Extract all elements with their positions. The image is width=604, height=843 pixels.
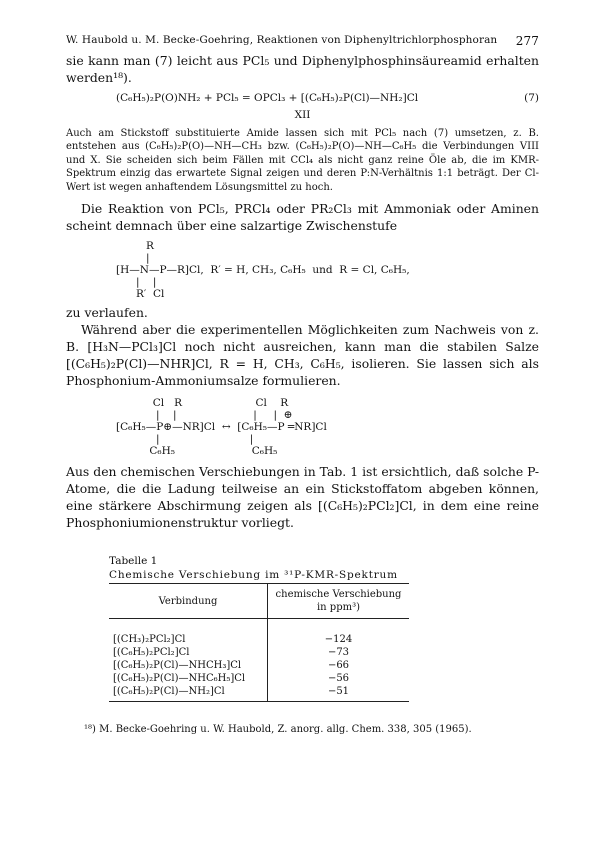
table-subtitle: Chemische Verschiebung im ³¹P-KMR-Spektrum xyxy=(109,569,398,582)
compound-cell: [(C₆H₅)₂P(Cl)—NHC₆H₅]Cl xyxy=(113,673,246,685)
table-row xyxy=(109,646,409,659)
footnote: ¹⁸) M. Becke-Goehring u. W. Haubold, Z. anorg. allg. Chem. 338, 305 (1965). xyxy=(84,724,472,736)
column-header-shift: chemische Verschiebung in ppm³) xyxy=(268,584,410,619)
equation-7 xyxy=(66,92,539,107)
header-title: Reaktionen von Diphenyltrichlorphosphoran xyxy=(256,34,498,46)
formula-line: R′ Cl xyxy=(116,288,165,301)
formula-line: [H—N—P—R]Cl, R′ = H, CH₃, C₆H₅ und R = Cl, C₆H₅, xyxy=(116,264,410,277)
structure-formula-1 xyxy=(116,240,539,300)
paragraph-4: Während aber die experimentellen Möglichkeiten zum Nachweis von z. B. [H₃N—PCl₃]Cl noch nicht ausreichen, kann man die stabilen Salze [(C₆H₅)₂P(Cl)—NHR]Cl, R = H, CH₃, C₆H₅, isolieren. Sie lassen sich als Phosphonium-Ammoniumsalze formulieren. xyxy=(66,322,539,389)
table-spacer-row xyxy=(109,619,409,634)
paragraph-2: Die Reaktion von PCl₅, PRCl₄ oder PR₂Cl₃ mit Ammoniak oder Aminen scheint demnach über eine salzartige Zwischenstufe xyxy=(66,201,539,234)
table-caption: Tabelle 1 xyxy=(109,555,158,568)
formula-line: | xyxy=(116,252,150,265)
shift-cell: −51 xyxy=(268,685,410,702)
equation-formula: (C₆H₅)₂P(O)NH₂ + PCl₅ = OPCl₃ + [(C₆H₅)₂P(Cl)—NH₂]Cl xyxy=(116,92,419,104)
table-row xyxy=(109,659,409,672)
small-paragraph: Auch am Stickstoff substituierte Amide lassen sich mit PCl₅ nach (7) umsetzen, z. B. entstehen aus (C₆H₅)₂P(O)—NH—CH₃ bzw. (C₆H₅)₂P(O)—NH—C₆H₅ die Verbindungen VIII und X. Sie scheiden sich beim Fällen mit CCl₄ als nicht ganz reine Öle ab, die im KMR-Spektrum einzig das erwartete Signal zeigen und deren P:N-Verhältnis 1:1 beträgt. Der Cl-Wert ist wegen anhaftendem Lösungsmittel zu hoch. xyxy=(66,128,539,193)
formula-line: | | xyxy=(116,433,254,446)
formula-line: C₆H₅ C₆H₅ xyxy=(116,445,278,458)
formula-line: | | xyxy=(116,276,157,289)
formula-line: | | | | ⊕ xyxy=(116,409,293,422)
formula-line: R xyxy=(116,240,154,253)
compound-cell: [(CH₃)₂PCl₂]Cl xyxy=(113,634,186,646)
shift-cell: −124 xyxy=(268,633,410,646)
paragraph-1: sie kann man (7) leicht aus PCl₅ und Diphenylphosphinsäureamid erhalten werden¹⁸). xyxy=(66,53,539,85)
running-header xyxy=(66,34,539,52)
page-number: 277 xyxy=(515,34,539,48)
page xyxy=(66,34,539,735)
table-row xyxy=(109,685,409,702)
equation-number: (7) xyxy=(524,92,539,104)
paragraph-3: zu verlaufen. xyxy=(66,305,148,321)
table-header-row xyxy=(109,584,409,619)
compound-cell: [(C₆H₅)₂P(Cl)—NHCH₃]Cl xyxy=(113,660,242,672)
paragraph-5: Aus den chemischen Verschiebungen in Tab. 1 ist ersichtlich, daß solche P-Atome, die die Ladung teilweise an ein Stickstoffatom abgeben können, eine stärkere Abschirmung zeigen als [(C₆H₅)₂PCl₂]Cl, in dem eine reine Phosphoniumionenstruktur vorliegt. xyxy=(66,464,539,531)
formula-line: Cl R Cl R xyxy=(116,397,289,410)
column-header-compound: Verbindung xyxy=(109,584,268,619)
shift-cell: −56 xyxy=(268,672,410,685)
formula-line: [C₆H₅—P⊕—NR]Cl ↔ [C₆H₅—P ═NR]Cl xyxy=(116,421,327,434)
structure-formula-2 xyxy=(116,397,539,457)
compound-cell: [(C₆H₅)₂PCl₂]Cl xyxy=(113,647,190,659)
table-row xyxy=(109,633,409,646)
header-authors: W. Haubold u. M. Becke-Goehring, xyxy=(66,34,254,46)
equation-label: XII xyxy=(294,109,311,121)
compound-cell: [(C₆H₅)₂P(Cl)—NH₂]Cl xyxy=(109,685,268,702)
shift-cell: −66 xyxy=(268,659,410,672)
shift-cell: −73 xyxy=(268,646,410,659)
shift-table xyxy=(109,583,409,702)
table-row xyxy=(109,672,409,685)
